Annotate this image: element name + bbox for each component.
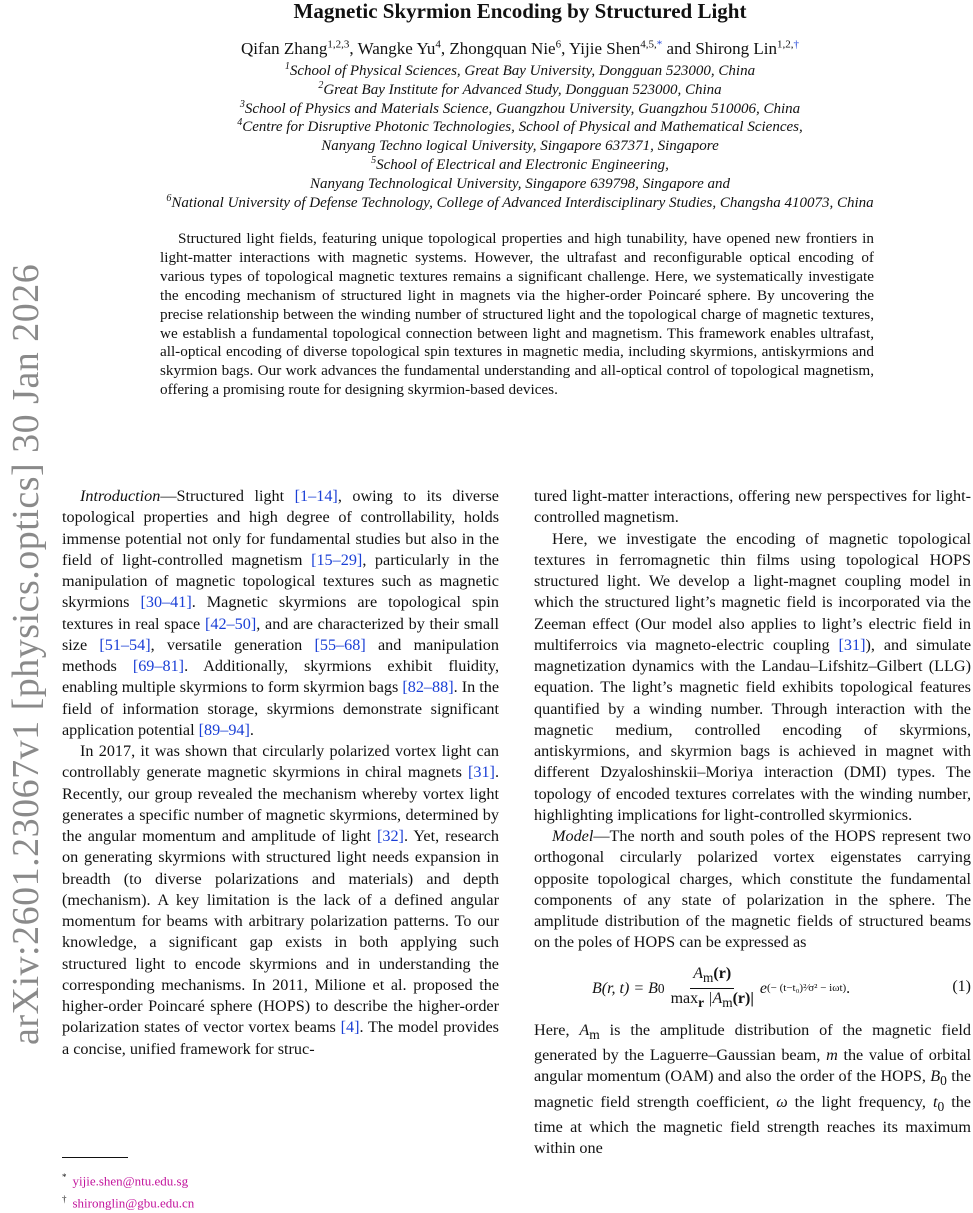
- text-run: 0: [940, 1073, 947, 1089]
- text-run: m: [826, 1045, 838, 1064]
- text-run: ω: [776, 1092, 788, 1111]
- text-run: the magnetic field strength coefficient,: [534, 1067, 972, 1111]
- author-separator: and: [662, 39, 696, 58]
- text-run: ), and simulate magnetization dynamics with the Landau–Lifshitz–Gilbert (LLG) equation. The light’s magnetic field exhibits topological features quantified by a winding number. Through interaction with the magnetic medium, controlled encoding of skyrmions, antiskyrmions, and skyrmion bags is achieved in magnet with different Dzyaloshinskii–Moriya interaction (DMI) types. The topology of encoded textures correlates with the winding number, highlighting implications for light-controlled skyrmionics.: [534, 635, 971, 824]
- affiliation-text: School of Physical Sciences, Great Bay University, Dongguan 523000, China: [289, 63, 756, 79]
- text-run: . Recently, our group revealed the mechanism whereby vortex light generates a specific number of magnetic skyrmions, determined by the angular momentum and amplitude of light: [62, 763, 499, 845]
- email-link[interactable]: shironglin@gbu.edu.cn: [72, 1195, 195, 1211]
- affiliation-text: Great Bay Institute for Advanced Study, Dongguan 523000, China: [323, 81, 722, 98]
- text-run: the light frequency,: [787, 1092, 933, 1111]
- text-run: —Structured light: [160, 487, 295, 505]
- intro-paragraph-3: [534, 529, 971, 827]
- model-paragraph: [534, 826, 971, 954]
- citation-link[interactable]: [31]: [467, 763, 495, 782]
- affiliation-text: Nanyang Techno logical University, Singapore 637371, Singapore: [321, 138, 719, 155]
- email-link[interactable]: yijie.shen@ntu.edu.sg: [72, 1173, 189, 1189]
- text-run: Here, we investigate the encoding of magnetic topological textures in ferromagnetic thin films using topological HOPS structured light. We develop a light-magnet coupling model in which the structured light’s magnetic field is incorporated via the Zeeman effect (Our model also applies to light’s electric field in multiferroics via magneto-electric coupling: [534, 529, 971, 654]
- text-run: . In the field of information storage, skyrmions demonstrate significant application potential: [62, 678, 500, 739]
- citation-link[interactable]: [4]: [340, 1018, 360, 1037]
- author-name: Zhongquan Nie: [449, 39, 556, 58]
- text-run: 0: [937, 1098, 945, 1114]
- text-run: Model: [552, 827, 594, 845]
- equation-lhs-sub: 0: [657, 980, 665, 996]
- paper-title: Magnetic Skyrmion Encoding by Structured Light: [293, 0, 747, 23]
- footnote-mark: †: [62, 1194, 67, 1205]
- affiliation-mark: 6: [166, 192, 172, 204]
- author-name: Qifan Zhang: [240, 39, 328, 58]
- arxiv-sidebar: [0, 0, 50, 1200]
- citation-link[interactable]: [32]: [376, 827, 404, 845]
- text-run: . Magnetic skyrmions are topological spin textures in real space: [62, 593, 499, 633]
- affiliation-text: Nanyang Technological University, Singapore 639798, Singapore and: [310, 175, 730, 192]
- text-run: tured light-matter interactions, offering new perspectives for light-controlled magnetism.: [534, 487, 971, 527]
- text-run: m: [589, 1026, 600, 1042]
- right-column: [534, 486, 971, 1160]
- text-run: , particularly in the manipulation of magnetic topological textures such as magnetic skyrmions: [62, 550, 499, 612]
- affiliation-line: [90, 194, 950, 213]
- text-run: t: [932, 1092, 938, 1111]
- equation-1: [534, 960, 971, 1012]
- affiliation-line: [90, 175, 950, 194]
- intro-paragraph-1: [62, 486, 499, 741]
- text-run: . Additionally, skyrmions exhibit fluidity, enabling multiple skyrmions to form skyrmion bags: [62, 657, 499, 697]
- text-run: A: [579, 1020, 590, 1039]
- author-name: Shirong Lin: [695, 39, 778, 58]
- equation-number: (1): [952, 977, 971, 995]
- citation-link[interactable]: [42–50]: [204, 614, 257, 633]
- footnote: [62, 1190, 194, 1212]
- citation-link[interactable]: [82–88]: [402, 678, 454, 697]
- affiliation-line: [90, 81, 950, 100]
- text-run: Here,: [534, 1020, 580, 1039]
- affiliation-mark: 1: [284, 61, 290, 72]
- equation-exponent: (− (t−t₀)²⁄σ² − iωt): [766, 981, 847, 994]
- equation-numerator: $A_m(r)$: [690, 964, 734, 989]
- equation-lhs: B(r, t) = B: [592, 979, 658, 997]
- text-run: —The north and south poles of the HOPS represent two orthogonal circularly polarized vortex eigenstates carrying opposite topological charges, which constitute the fundamental components of any state of polarization in the sphere. The amplitude distribution of the magnetic fields of structured beams on the poles of HOPS can be expressed as: [534, 827, 971, 952]
- text-run: . The model provides a concise, unified framework for struc-: [62, 1018, 499, 1058]
- author-separator: ,: [440, 39, 450, 58]
- author-separator: ,: [561, 39, 569, 58]
- text-run: B: [930, 1067, 941, 1086]
- citation-link[interactable]: [31]: [838, 635, 866, 654]
- left-column: [62, 486, 499, 1060]
- author-affiliation-marks: 6: [555, 38, 562, 51]
- equation-end: .: [846, 979, 851, 997]
- affiliation-list: [90, 62, 950, 212]
- author-list: [100, 38, 940, 60]
- affiliation-line: [90, 118, 950, 137]
- affiliation-mark: 5: [371, 154, 377, 166]
- footnote-divider: [62, 1157, 128, 1158]
- affiliation-text: National University of Defense Technology, College of Advanced Interdisciplinary Studies, Changsha 410073, China: [171, 194, 874, 211]
- author-affiliation-marks: 1,2,3: [327, 38, 350, 51]
- text-run: .: [249, 720, 254, 739]
- text-run: the value of orbital angular momentum (OAM) and also the order of the HOPS,: [534, 1045, 972, 1086]
- affiliation-line: [90, 156, 950, 175]
- author-separator: ,: [349, 39, 358, 58]
- affiliation-line: [90, 62, 950, 81]
- citation-link[interactable]: [89–94]: [198, 720, 250, 739]
- text-run: is the amplitude distribution of the magnetic field generated by the Laguerre–Gaussian beam,: [534, 1020, 971, 1064]
- affiliation-mark: 4: [237, 117, 243, 129]
- arxiv-identifier: arXiv:2601.23067v1 [physics.optics] 30 Jan 2026: [5, 263, 47, 1045]
- text-run: In 2017, it was shown that circularly polarized vortex light can controllably generate magnetic skyrmions in chiral magnets: [62, 742, 499, 782]
- corresponding-author-link[interactable]: †: [793, 38, 800, 51]
- citation-link[interactable]: [1–14]: [294, 487, 338, 505]
- text-run: Introduction: [80, 487, 161, 505]
- text-run: , owing to its diverse topological properties and high degree of controllability, holds immense potential not only for fundamental studies but also in the field of light-controlled magnetism: [62, 487, 499, 569]
- citation-link[interactable]: [15–29]: [311, 550, 363, 569]
- citation-link[interactable]: [55–68]: [314, 635, 366, 654]
- author-affiliation-marks: 4: [435, 38, 441, 51]
- affiliation-line: [90, 137, 950, 156]
- affiliation-text: School of Physics and Materials Science, Guangzhou University, Guangzhou 510006, China: [244, 100, 801, 117]
- affiliation-text: School of Electrical and Electronic Engineering,: [376, 156, 669, 173]
- footnotes: [62, 1168, 194, 1213]
- affiliation-line: [90, 100, 950, 119]
- affiliation-mark: 2: [318, 79, 324, 91]
- citation-link[interactable]: [69–81]: [132, 657, 185, 675]
- text-run: and manipulation methods: [62, 635, 499, 675]
- intro-paragraph-2: [62, 741, 499, 1060]
- author-affiliation-marks: 1,2,: [777, 38, 794, 51]
- footnote-mark: *: [62, 1172, 67, 1182]
- author-affiliation-marks: 4,5,: [640, 38, 657, 51]
- abstract: [160, 230, 874, 400]
- footnote: [62, 1168, 194, 1190]
- affiliation-mark: 3: [239, 98, 245, 110]
- equation-exp-base: e: [759, 979, 767, 997]
- equation-fraction: [668, 964, 757, 1013]
- text-run: , and are characterized by their small size: [62, 614, 499, 654]
- citation-link[interactable]: [51–54]: [99, 635, 151, 654]
- equation-denominator: $\max_r |A_m(r)|$: [670, 989, 754, 1010]
- affiliation-text: Centre for Disruptive Photonic Technologies, School of Physical and Mathematical Sciences,: [242, 119, 803, 136]
- text-run: , versatile generation: [150, 635, 315, 654]
- citation-link[interactable]: [30–41]: [140, 593, 192, 612]
- text-run: the time at which the magnetic field strength reaches its maximum within one: [534, 1092, 971, 1158]
- abstract-text: Structured light fields, featuring unique topological properties and high tunability, have opened new frontiers in light-matter interactions with magnetic systems. However, the ultrafast and reconfigurable optical encoding of various types of topological magnetic textures remains a significant challenge. Here, we systematically investigate the encoding mechanism of structured light in magnets via the higher-order Poincaré sphere. By uncovering the precise relationship between the winding number of structured light and the topological charge of magnetic textures, we establish a fundamental topological connection between light and magnetism. This framework enables ultrafast, all-optical encoding of diverse topological spin textures in magnetic media, including skyrmions, antiskyrmions and skyrmion bags. Our work advances the fundamental understanding and all-optical control of topological magnetism, offering a promising route for designing skyrmion-based devices.: [160, 230, 874, 399]
- author-name: Yijie Shen: [568, 39, 641, 58]
- intro-paragraph-continued: [534, 486, 971, 529]
- text-run: . Yet, research on generating skyrmions with structured light needs expansion in breadth (to diverse polarizations and materials) and depth (mechanism). A key limitation is the lack of a defined angular momentum for beams with arbitrary polarization patterns. To our knowledge, a significant gap exists in both applying such structured light to encode skyrmions and in understanding the corresponding mechanisms. In 2011, Milione et al. proposed the higher-order Poincaré sphere (HOPS) to describe the higher-order polarization states of vector vortex beams: [62, 827, 499, 1037]
- model-paragraph-2: [534, 1020, 971, 1160]
- corresponding-author-link[interactable]: *: [656, 38, 663, 51]
- author-name: Wangke Yu: [357, 39, 436, 58]
